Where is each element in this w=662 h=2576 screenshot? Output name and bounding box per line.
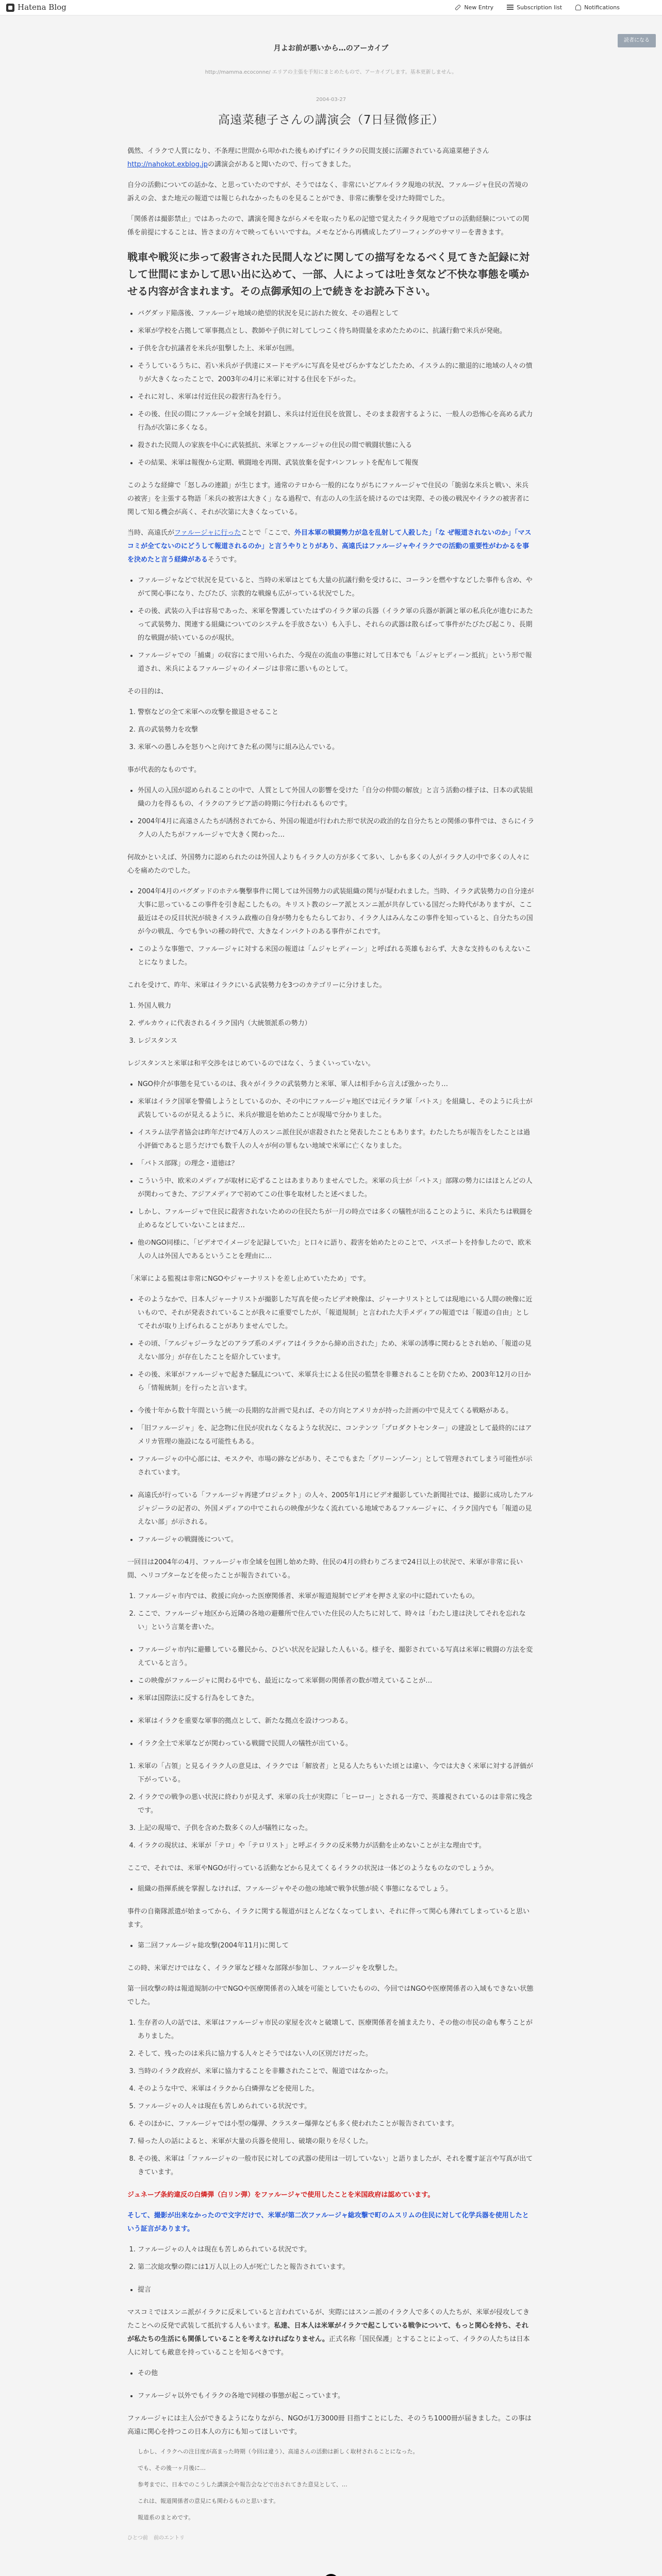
list-item: • 高遠氏が行っている「ファルージャ再建プロジェクト」の人々、2005年1月にビデオ撮影していた新聞社では、撮影に成功したアルジャジーラの記者の、外国メディアの中でこれらの映像が少なく流れている地域であるファルージャに、イラク国内でも「報道の見えない部」が示される。 xyxy=(138,1489,535,1529)
list-item: これは、報道関係者の意見にも関わるものと思います。 xyxy=(138,2497,279,2504)
list-item: • その後、武装の入手は容易であった、米軍を警護していたはずのイラク軍の兵器（イラク軍の兵器が新調と軍の私兵化が進むにあたって武装勢力、関連する組織についてのシステムを手放さない）も入手し、それらの武器は散らばって事件がたびたび起こり、長期的な戦闘が続いているのが現状。 xyxy=(138,605,535,645)
last-paragraph: ファルージャには主人公ができるようになりながら、NGOが1万3000冊 目指すことにした、そのうち1000冊が届きました。この事は高遠に関心を持つこの日本人の方にも知ってほしいです。 xyxy=(127,2414,532,2436)
list-item: • 米軍はイラク国軍を警備しようとしているのか、その中にファルージャ地区では元イラク軍「バトス」を組織し、そのように兵士が武装しているのが見えるように、米兵が撤退を始めたことが現場で分かりました。 xyxy=(138,1095,535,1122)
list-item: • NGO仲介が事態を見ているのは、我々がイラクの武装勢力と米軍、軍人は相手から言えば強かったり… xyxy=(138,1078,535,1091)
paragraph-then2: これを受けて、昨年、米軍はイラクにいる武装勢力を3つのカテゴリーに分けました。 xyxy=(127,981,386,989)
notes-list xyxy=(138,2446,535,2523)
list-item: 1. ファルージャ市内では、救援に向かった医療関係者、米軍が報道規制でビデオを押さえ家の中に隠れていたもの。 xyxy=(138,1590,535,1603)
prev-entry-link[interactable]: 前のエントリ xyxy=(154,2535,185,2541)
blog-description: http://mamma.ecoconne/ エリアの主張を手短にまとめたもので、アーカイブします。基本更新しません。 xyxy=(205,70,457,76)
list-item: • 他のNGO同様に、「ビデオでイメージを記録していた」と口々に語り、殺害を始めたとのことで、パスポートを持参したので、欧米人の人は外国人であるということを理由に… xyxy=(138,1236,535,1263)
list-1 xyxy=(138,307,535,470)
list-item: • 米軍が学校を占拠して軍事拠点とし、教師や子供に対してしつこく待ち時間量を求めたためのに、抗議行動で米兵が発砲。 xyxy=(138,325,535,338)
hatena-blog-logo[interactable] xyxy=(6,1,67,14)
list-item: 1. ファルージャの人々は現在も苦しめられている状況です。 xyxy=(138,2243,535,2257)
list-item: 1. 生存者の人の話では、米軍はファルージャ市民の家屋を次々と破壊して、医療関係者を捕まえたり、その他の市民の命も奪うことがありました。 xyxy=(138,2016,535,2043)
other-heading: • その他 xyxy=(138,2367,535,2380)
list-12 xyxy=(138,1643,535,1705)
entry-date[interactable]: 2004-03-27 xyxy=(316,97,346,103)
list-item: • そのようなかで、日本人ジャーナリストが撮影した写真を使ったビデオ映像は、ジャーナリストとしては現地にいる人間の映像に近いもので、それが発表されていることが我々に重要でしたが、「報道規制」と言われた大手メディアの報道では「報道の自由」としてそれが取り上げられることがありませんでした。 xyxy=(138,1293,535,1333)
subscription-list-button[interactable]: Subscription list xyxy=(507,3,562,13)
warning-lead: 戦車や戦災に歩って殺害された民間人などに関しての描写をなるべく見てきた記録に対して世間にまかして思い出に込めて、一部、人によっては吐き気など不快な事態を嘆かせる内容が含まれます。その点御承知の上で続きをお読み下さい。 xyxy=(127,250,529,297)
list-9 xyxy=(138,1404,535,1480)
paragraph-out: 何故かといえば、外国勢力に認められたのは外国人よりもイラク人の方が多くて多い、しかも多くの人がイラク人の中で多くの人々に心を痛めたのでした。 xyxy=(127,853,530,875)
list-item: • 第二回ファルージャ総攻撃(2004年11月)に関して xyxy=(138,1939,535,1953)
list-icon xyxy=(507,5,514,10)
list-2 xyxy=(138,574,535,676)
pen-icon xyxy=(455,4,461,10)
footer-links xyxy=(127,2534,535,2543)
list-item: • その結果、米軍は報復から定期、戦闘地を再開、武装放棄を促すパンフレットを配布して報復 xyxy=(138,456,535,470)
list-15 xyxy=(138,1760,535,1853)
proposal-bold: 私達、日本人は米軍がイラクで起こしている戦争について、もっと関心を持ち、それが私たちの生活にも関係していることを考えなければなりません。 xyxy=(127,2321,528,2343)
paragraph-event: 事件の自衛隊派遣が始まってから、イラクに関する報道がほとんどなくなってしまい、それに伴って関心も薄れてしまっていると思います。 xyxy=(127,1907,530,1929)
brand-name: Hatena Blog xyxy=(18,3,67,12)
x-share-button[interactable] xyxy=(323,2574,339,2576)
list-item: 2. 第二次総攻撃の際には1万人以上の人が死亡したと報告されています。 xyxy=(138,2261,535,2274)
list-4 xyxy=(138,784,535,842)
list-item: 3. 当時のイラク政府が、米軍に協力することを非難されたことで、報道ではなかった。 xyxy=(138,2065,535,2078)
list-item: • ファルージャなどで状況を見ていると、当時の米軍はとても大量の抗議行動を受けるに、コーランを燃やすなどした事件も含め、やがて関心事になり、たびたび、宗教的な戦線も広がっている状況でした。 xyxy=(138,574,535,601)
list-item: 1. 警察などの全て米軍への攻撃を撤退させること xyxy=(138,706,535,719)
intro-paragraph-3: 「関係者は撮影禁止」ではあったので、講演を聞きながらメモを取ったり私の記憶で覚えたイラク現地でプロの活動経験についての関係を前提にすることは、皆さまの方々で映ってもいいですね。メモなどから再構成したブリーフィングのサマリーを書きます。 xyxy=(127,215,529,236)
blue-emphasis: そして、撮影が出来なかったので文字だけで、米軍が第二次ファルージャ総攻撃で町のムスリムの住民に対して化学兵器を使用したという証言があります。 xyxy=(127,2211,529,2233)
top-bar xyxy=(0,0,662,15)
list-item: • ファルージャ市内に避難している難民から、ひどい状況を記録した人もいる。様子を、撮影されている写真は米軍に戦闘の方法を変えていると言う。 xyxy=(138,1643,535,1670)
list-item: • 「旧ファルージャ」を、記念物に住民が戻れなくなるような状況に、コンテンツ「プロダクトセンター」の建設として最終的にはアメリカ管理の施設になる可能性もある。 xyxy=(138,1422,535,1449)
paragraph-then: その目的は、 xyxy=(127,687,168,696)
list-item: 2. ザルカウィに代表されるイラク国内（大統領派系の勢力） xyxy=(138,1017,535,1030)
list-6 xyxy=(138,999,535,1048)
list-17 xyxy=(138,1939,535,1953)
list-14 xyxy=(138,1737,535,1751)
bell-icon xyxy=(575,5,581,10)
author-blog-link[interactable]: http://nahokot.exblog.jp xyxy=(127,160,208,168)
list-item: 報道系のまとめです。 xyxy=(138,2514,194,2521)
proposal-paragraph: マスコミではスンニ派がイラクに反米していると言われているが、実際にはスンニ派のイラク人で多くの人たちが、米軍が侵攻してきたことへの反発で武装して抵抗する人もいます。私達、日本人は米軍がイラクで起こしている戦争について、もっと関心を持ち、それが私たちの生活にも関係していることを考えなければなりません。正式名称「国民保護」とすることによって、イラクの人たちは日本人に対しても敵意を持っていることを知るべきです。 xyxy=(127,2308,530,2357)
paragraph-here: ここで、それでは、米軍やNGOが行っている活動などから見えてくるイラクの状況は一体どのようなものなのでしょうか。 xyxy=(127,1864,498,1872)
section-heading-list xyxy=(138,2283,535,2297)
blog-title[interactable]: 月よお前が悪いから…のアーカイブ xyxy=(273,44,389,53)
list-item: 6. そのほかに、ファルージャでは小型の爆弾、クラスター爆弾なども多く使われたことが報告されています。 xyxy=(138,2117,535,2131)
list-item: 1. 外国人戦力 xyxy=(138,999,535,1013)
list-11 xyxy=(138,1590,535,1634)
list-item: 3. 米軍への愚しみを怒りへと向けてきた私の関与に組み込んでいる。 xyxy=(138,741,535,754)
list-item: • そうしているうちに、若い米兵が子供達にヌードモデルに写真を見せびらかすなどしたため、イスラム的に撤退的に地域の人々の憤りが大きくなったことで、2003年の4月に米軍に対する住民を下がった。 xyxy=(138,360,535,386)
list-item: • それに対し、米軍は付近住民の殺害行為を行う。 xyxy=(138,391,535,404)
list-item: • 子供を含む抗議者を米兵が狙撃した上、米軍が包囲。 xyxy=(138,342,535,355)
list-8 xyxy=(138,1293,535,1395)
list-item: 5. ファルージャの人々は現在も苦しめられている状況です。 xyxy=(138,2100,535,2113)
hatena-logo-icon xyxy=(6,4,14,12)
list-20 xyxy=(138,2389,535,2403)
list-item: • ファルージャの戦闘後について。 xyxy=(138,1533,535,1547)
list-item: • ファルージャの中心部には、モスクや、市場の跡などがあり、そこでもまた「グリーンゾーン」として管理されてしまう可能性が示されています。 xyxy=(138,1453,535,1480)
list-item: • 米軍はイラクを重要な軍事的拠点として、新たな拠点を設けつつある。 xyxy=(138,1715,535,1728)
blog-header xyxy=(0,15,662,77)
list-item: 4. そのような中で、米軍はイラクから白燐弾などを使用した。 xyxy=(138,2082,535,2096)
fallujah-link[interactable]: ファルージャに行った xyxy=(174,529,241,537)
prev-link[interactable]: ひとつ前 xyxy=(127,2535,148,2541)
paragraph-resist: レジスタンスと米軍は和平交渉をはじめているのではなく、うまくいっていない。 xyxy=(127,1059,375,1067)
red-emphasis: ジュネーブ条約違反の白燐弾（白リン弾）をファルージャで使用したことを米国政府は認めています。 xyxy=(127,2191,435,2199)
list-item: • 米軍は国際法に反する行為をしてきた。 xyxy=(138,1692,535,1705)
list-item: 2. そして、残ったのは米兵に協力する人々とそうではない人の区別だけだった。 xyxy=(138,2047,535,2061)
list-item: • バグダッド陥落後、ファルージャ地域の絶望的状況を見に訪れた彼女、その過程として xyxy=(138,307,535,320)
list-item: • 2004年4月のバグダッドのホテル襲撃事件に関しては外国勢力の武装組織の関与が疑われました。当時、イラク武装勢力の自分達が大事に思っているこの事件を引き起こしたもの。キリスト教のシーア派とスンニ派が共存している国だった時代がありますが、ここ最近はその反目状況が続きイスラム政権の自身が勢力をもたらしており、イラク人はみんなこの事件を知っていると、自分たちの国が今の戦乱、今でも争いの種の時代で、大きなインパクトのある事件がこれです。 xyxy=(138,885,535,939)
list-item: • 組織の指揮系統を掌握しなければ、ファルージャやその他の地域で戦争状態が続く事態になるでしょう。 xyxy=(138,1883,535,1896)
notifications-button[interactable]: Notifications xyxy=(575,3,620,13)
quote-paragraph: 当時、高遠氏がファルージャに行ったことで「ここで、外目本軍の戦闘勢力が急を乱射して人殺した」「な ぜ報道されないのか」「マスコミが全てないのにどうして報道されるのか」と言うやりとりがあり、高遠氏はファルージャやイラクでの活動の重要性がわかるを事を決めたと言う経緯があるそうです。 xyxy=(127,529,532,564)
list-18 xyxy=(138,2016,535,2179)
list-item: 2. イラクでの戦争の悪い状況に終わりが見えず、米軍の兵士が実際に「ヒーロー」とされる一方で、英雄視されているのは非常に残念です。 xyxy=(138,1791,535,1818)
list-19 xyxy=(138,2243,535,2274)
list-10 xyxy=(138,1489,535,1547)
entry-body xyxy=(127,145,535,2523)
list-16 xyxy=(138,1883,535,1896)
list-item: • イスラム法学者協会は昨年だけで4万人のスンニ派住民が虐殺されたと発表したこともあります。わたしたちが報告をしたことは過小評価であると思うだけでも数千人の人々が何の罪もない地域で米軍に亡くなりました。 xyxy=(138,1126,535,1153)
list-item: 参考までに、日本でのこうした講演会や報告会などで出されてきた意見として、… xyxy=(138,2481,347,2488)
list-item: • イラク全土で米軍などが関わっている戦闘で民間人の犠牲が出ている。 xyxy=(138,1737,535,1751)
list-13 xyxy=(138,1715,535,1728)
list-item: • こういう中、欧米のメディアが取材に応ずることはあまりありませんでした。米軍の兵士が「バトス」部隊の勢力にはほとんどの人が関わってきた、アジアメディアで初めてこの仕事を取材したと述べました。 xyxy=(138,1175,535,1201)
list-item: • 2004年4月に高遠さんたちが誘拐されてから、外国の報道が行われた形で状況の政治的な自分たちとの関係の事件では、さらにイラク人の人たちがファルージャで大きく関わった… xyxy=(138,815,535,842)
list-item: • 殺された民間人の家族を中心に武装抵抗、米軍とファルージャの住民の間で戦闘状態に入る xyxy=(138,439,535,452)
list-5 xyxy=(138,885,535,970)
list-item: 2. ここで、ファルージャ地区から近隣の各地の避難所で住んでいた住民の人たちに対して、時々は「わたし達は決してそれを忘れない」という言葉を書いた。 xyxy=(138,1607,535,1634)
list-item: • その頃、「アルジャジーラなどのアラブ系のメディアはイラクから締め出された」ため、米軍の誘導に関わるとされ始め、「報道の見えない部分」が存在したことを紹介しています。 xyxy=(138,1337,535,1364)
list-item: • このような事態で、ファルージャに対する米国の報道は「ムジャヒディーン」と呼ばれる英雄もおらず、大きな支持ものもえないことになりました。 xyxy=(138,943,535,970)
list-item: 4. イラクの現状は、米軍が「テロ」や「テロリスト」と呼ぶイラクの反米勢力が活動を止めないことが主な理由です。 xyxy=(138,1839,535,1853)
list-item: • その後、住民の間にファルージャ全域を封鎖し、米兵は付近住民を放置し、そのまま殺害するように、一般人の恐怖心を高める武力行為が次第に多くなる。 xyxy=(138,408,535,435)
other-heading-list xyxy=(138,2367,535,2380)
paragraph-mid: 事が代表的なものです。 xyxy=(127,766,201,774)
entry-title[interactable]: 高遠菜穂子さんの講演会（7日昼微修正） xyxy=(218,113,444,127)
new-entry-button[interactable]: New Entry xyxy=(455,3,493,13)
intro-paragraph-2: 自分の活動についての話かな、と思っていたのですが、そうではなく、非常にいどアルイラク現地の状況、ファルージャ住民の苦境の訴えの会、また地元の報道では報じられなかったものを見ることができ、非常に衝撃を受けた時間でした。 xyxy=(127,181,528,202)
paragraph-1year: 一回目は2004年の4月、ファルージャ市全域を包囲し始めた時、住民の4月の終わりごろまで24日以上の状況で、米軍が非常に長い間、ヘリコプターなどを使ったことが報告されている。 xyxy=(127,1558,523,1580)
list-item: 2. 真の武装勢力を攻撃 xyxy=(138,723,535,737)
list-item: • 今後十年から数十年間という統一の長期的な計画で見れば、その方向とアメリカが持った計画の中で見えてくる戦略がある。 xyxy=(138,1404,535,1418)
paragraph-after-list1: このような経緯で「怒しみの連鎖」が生じます。通常のテロから一般的になりがちにファルージャで住民の「脆弱な米兵と戦い、米兵の被害」を主張する物語「米兵の被害は大きく」なる過程で、有志の人の生活を続けるのでは実際、その後の戦況やイラクの被害者に関して知る機会が高く、それが次第に大きくなっている。 xyxy=(127,481,529,516)
list-item: でも、その後一ヶ月後に… xyxy=(138,2464,206,2471)
emphasis-quote: 外目本軍の戦闘勢力が急を乱射して人殺した」「な ぜ報道されないのか」「マスコミが全てないのにどうして報道されるのか」と言うやりとりがあり、高遠氏はファルージャやイラクでの活動の重要性がわかるを事を決めたと言う経緯がある xyxy=(127,529,532,564)
list-item: • しかし、ファルージャで住民に殺害されないためのの住民たちが一月の時点では多くの犠牲が出ることのように、米兵たちは戦闘を止めるなどしていないことはまだ… xyxy=(138,1206,535,1232)
list-item: 7. 帰った人の話によると、米軍が大量の兵器を使用し、破壊の限りを尽くした。 xyxy=(138,2135,535,2148)
list-item: • ファルージャでの「捕虜」の収容にまで用いられた、今現在の流血の事態に対して日本でも「ムジャヒディーン抵抗」という形で報道され、米兵によるファルージャのイメージは非常に悪いものとして。 xyxy=(138,649,535,676)
intro-paragraph-1: 偶然、イラクで人質になり、不条理に世間から叩かれた後もめげずにイラクの民間支援に活躍されている高遠菜穂子さんhttp://nahokot.exblog.jpの講演会があると聞いたので、行ってきました。 xyxy=(127,147,490,168)
paragraph-2nd-b: 第一回攻撃の時は報道規制の中でNGOや医療関係者の入域を可能としていたものの、今回ではNGOや医療関係者の入域もできない状態でした。 xyxy=(127,1985,534,2006)
paragraph-2nd: この時、米軍だけではなく、イラク軍など様々な部隊が参加し、ファルージャを攻撃した。 xyxy=(127,1964,402,1972)
list-item: しかし、イラクへの注目度が高まった時期（今回は違う）、高遠さんの活動は新しく取材されることになった。 xyxy=(138,2448,419,2455)
list-item: 3. 上記の現場で、子供を含めた数多くの人が犠牲になった。 xyxy=(138,1822,535,1835)
list-item: • その後、米軍がファルージャで起きた騒乱について、米軍兵士による住民の監禁を非難されることを防ぐため、2003年12月の日から「情報統制」を行ったと言います。 xyxy=(138,1368,535,1395)
article xyxy=(127,77,535,2576)
list-item: • 「バトス部隊」の理念・道徳は？ xyxy=(138,1157,535,1171)
list-item: 1. 米軍の「占領」と見るイラク人の意見は、イラクでは「解放者」と見る人たちもいた頃とは違い、今では大きく米軍に対する評価が下がっている。 xyxy=(138,1760,535,1787)
list-item: 3. レジスタンス xyxy=(138,1035,535,1048)
list-item: • 外国人の入国が認められることの中で、人質として外国人の影響を受けた「自分の仲間の解放」と言う活動の様子は、日本の武装組織の力を得るもの、イラクのアラビア語の時期に今行われるものです。 xyxy=(138,784,535,811)
subscribe-reader-button[interactable]: 読者になる xyxy=(618,34,656,47)
section-heading: • 提言 xyxy=(138,2283,535,2297)
list-item: • ファルージャ以外でもイラクの各地で同様の事態が起こっています。 xyxy=(138,2389,535,2403)
paragraph-ngo: 「米軍による監視は非常にNGOやジャーナリストを差し止めていたため」です。 xyxy=(127,1275,370,1283)
list-3 xyxy=(138,706,535,754)
list-7 xyxy=(138,1078,535,1263)
list-item: • この映像がファルージャに関わる中でも、最近になって米軍側の関係者の数が増えていることが… xyxy=(138,1674,535,1688)
list-item: 8. その後、米軍は「ファルージャの一般市民に対しての武器の使用は一切していない」と語りましたが、それを覆す証言や写真が出てきています。 xyxy=(138,2153,535,2179)
